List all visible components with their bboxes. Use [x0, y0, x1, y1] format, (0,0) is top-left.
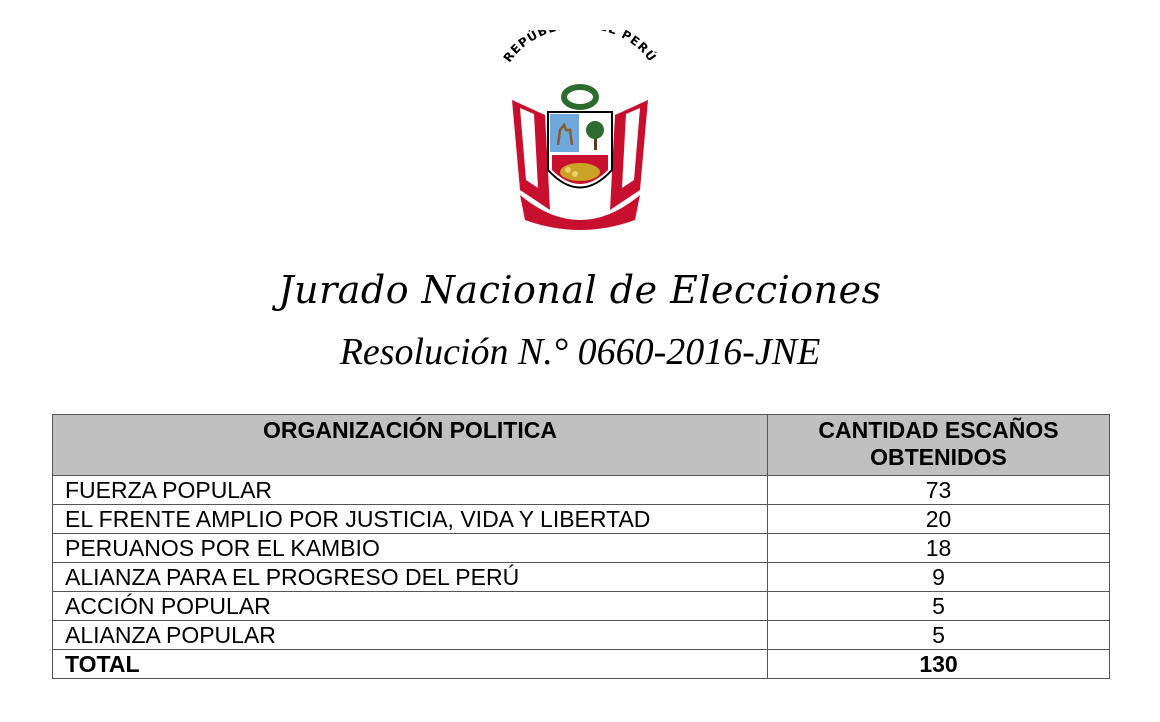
organization-cell: PERUANOS POR EL KAMBIO	[53, 534, 768, 563]
seats-table	[52, 414, 1110, 679]
table-row	[53, 592, 1110, 621]
seats-header-line2: OBTENIDOS	[870, 444, 1007, 470]
organization-cell: ACCIÓN POPULAR	[53, 592, 768, 621]
organization-column-header: ORGANIZACIÓN POLITICA	[53, 415, 768, 476]
organization-cell: EL FRENTE AMPLIO POR JUSTICIA, VIDA Y LIBERTAD	[53, 505, 768, 534]
seats-cell: 20	[768, 505, 1110, 534]
organization-cell: ALIANZA POPULAR	[53, 621, 768, 650]
table-row	[53, 563, 1110, 592]
seats-cell: 5	[768, 621, 1110, 650]
seats-cell: 18	[768, 534, 1110, 563]
table-row	[53, 505, 1110, 534]
seats-header-line1: CANTIDAD ESCAÑOS	[818, 417, 1059, 443]
table-row	[53, 534, 1110, 563]
seats-column-header	[768, 415, 1110, 476]
resolution-number: Resolución N.° 0660-2016-JNE	[339, 331, 821, 373]
seats-cell: 5	[768, 592, 1110, 621]
total-label: TOTAL	[53, 650, 768, 679]
coat-of-arms-seal	[490, 30, 670, 235]
total-seats: 130	[768, 650, 1110, 679]
seats-cell: 73	[768, 476, 1110, 505]
table-row	[53, 476, 1110, 505]
coat-of-arms-icon	[490, 30, 670, 235]
table-header-row	[53, 415, 1110, 476]
total-row	[53, 650, 1110, 679]
svg-text:REPÚBLICA DEL PERÚ: REPÚB PERÚ	[500, 30, 660, 65]
institution-title: Jurado Nacional de Elecciones	[278, 268, 882, 312]
table-row	[53, 621, 1110, 650]
seats-cell: 9	[768, 563, 1110, 592]
organization-cell: ALIANZA PARA EL PROGRESO DEL PERÚ	[53, 563, 768, 592]
organization-cell: FUERZA POPULAR	[53, 476, 768, 505]
